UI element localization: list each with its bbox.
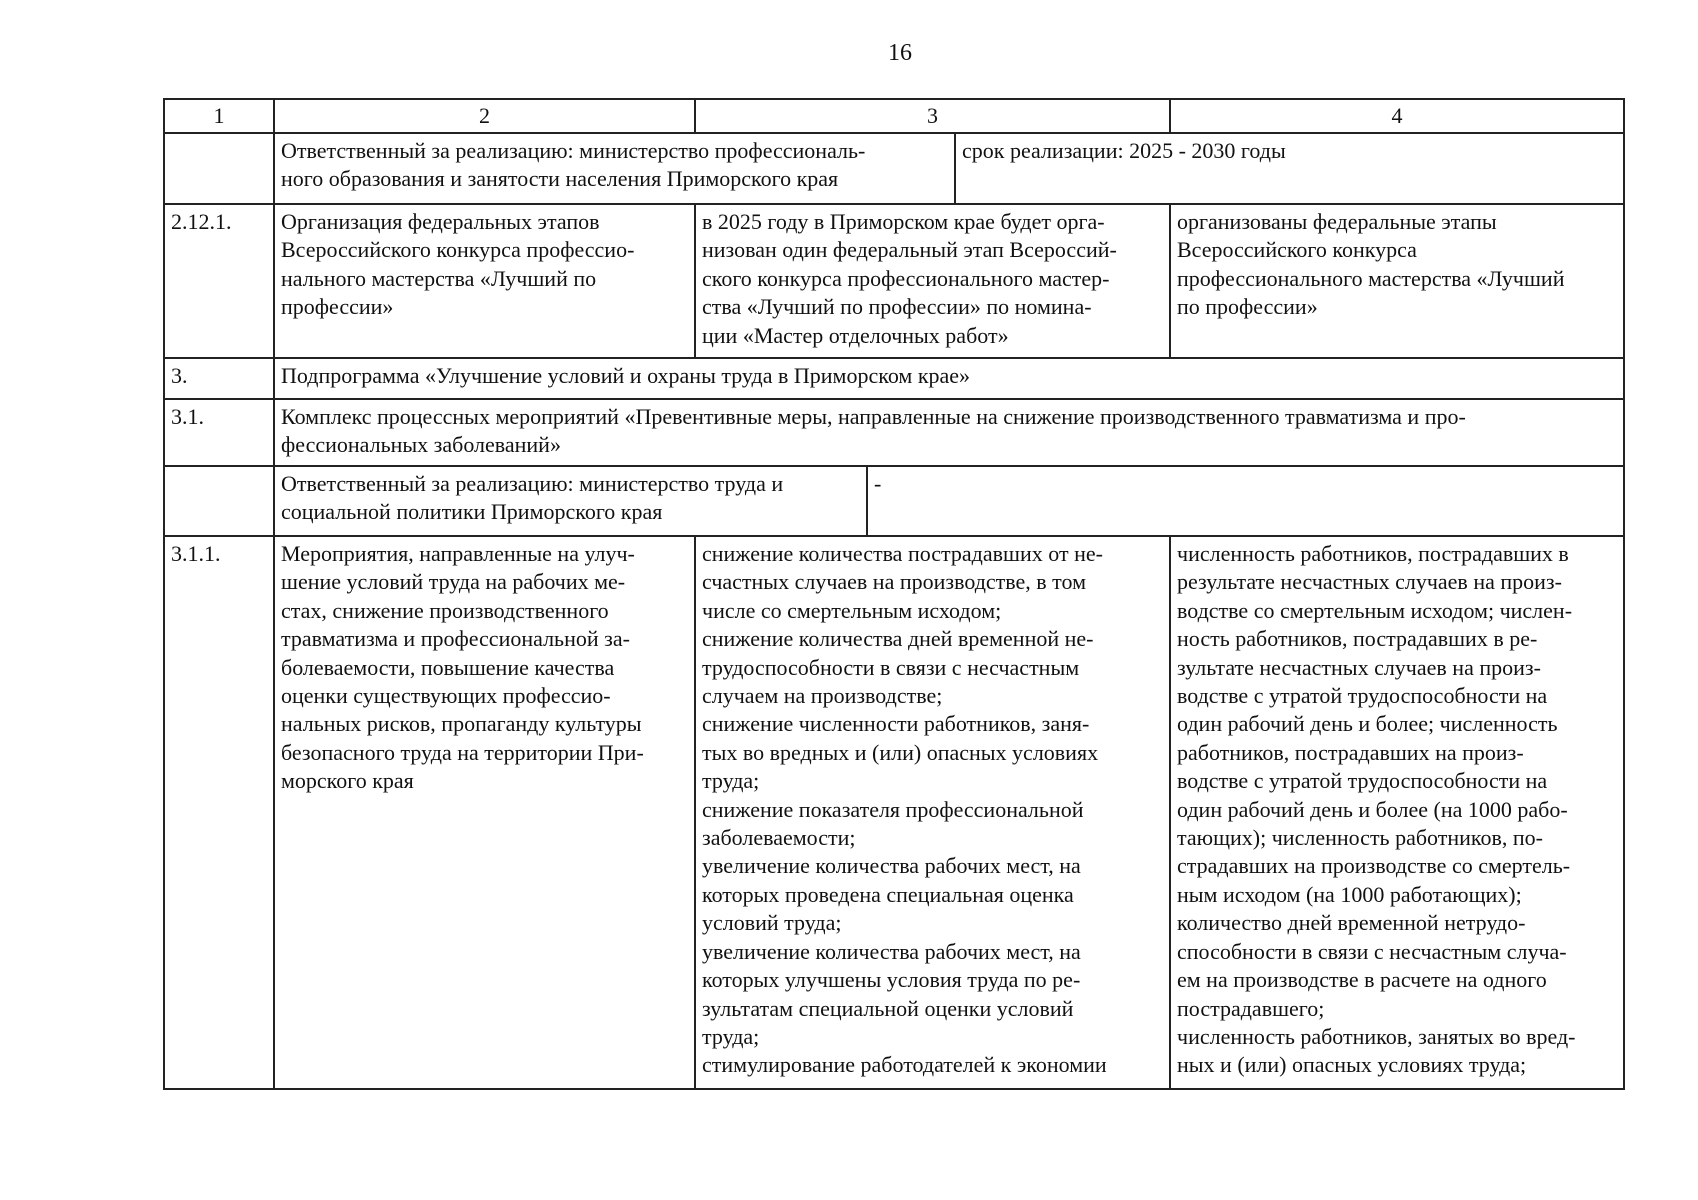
- text-line: один рабочий день и более (на 1000 рабо-: [1177, 796, 1568, 822]
- header-col-1: 1: [164, 99, 274, 133]
- text-line: водстве с утратой трудоспособности на: [1177, 768, 1548, 794]
- table-row-3: [164, 358, 1624, 399]
- text-line: работников, пострадавших на произ-: [1177, 739, 1524, 765]
- text-line: Мероприятия, направленные на улуч-: [281, 541, 635, 566]
- table-row-2-12-1: [164, 204, 1624, 358]
- header-col-4: 4: [1170, 99, 1624, 133]
- responsible-row-2-content: [274, 466, 1624, 536]
- text-line: тающих); численность работников, по-: [1177, 825, 1543, 851]
- text-line: численность работников, занятых во вред-: [1177, 1023, 1576, 1049]
- responsible-row-1: [164, 133, 1624, 204]
- responsible-row-1-num: [164, 133, 274, 204]
- text-line: заболеваемости;: [702, 825, 856, 851]
- text-line: условий труда;: [702, 910, 842, 936]
- text-line: труда;: [702, 768, 760, 794]
- header-col-3: 3: [695, 99, 1170, 133]
- text-line: страдавших на производстве со смертель-: [1177, 853, 1571, 879]
- text-line: один рабочий день и более; численность: [1177, 711, 1558, 737]
- page-number: 16: [888, 40, 912, 66]
- text-line: случаем на производстве;: [702, 683, 943, 709]
- text-line: количество дней временной нетрудо-: [1177, 910, 1526, 936]
- text-line: морского края: [281, 768, 414, 794]
- event-indicator: [1170, 536, 1624, 1089]
- text-line: болеваемости, повышение качества: [281, 654, 615, 680]
- responsible-row-2-num: [164, 466, 274, 536]
- row-number: 2.12.1.: [164, 204, 274, 358]
- text-line: ным исходом (на 1000 работающих);: [1177, 881, 1522, 907]
- text-line: стимулирование работодателей к экономии: [702, 1052, 1107, 1078]
- text-line: счастных случаев на производстве, в том: [702, 569, 1087, 595]
- text-line: снижение количества пострадавших от не-: [702, 541, 1103, 566]
- responsible-row-2: [164, 466, 1624, 536]
- event-name: [274, 536, 695, 1089]
- text-line: зультате несчастных случаев на произ-: [1177, 654, 1541, 680]
- subprogram-title: Подпрограмма «Улучшение условий и охраны труда в Приморском крае»: [274, 358, 1624, 399]
- text-line: снижение количества дней временной не-: [702, 626, 1094, 652]
- deadline-text: срок реализации: 2025 - 2030 годы: [955, 134, 1623, 203]
- text-line: пострадавшего;: [1177, 995, 1325, 1021]
- text-line: безопасного труда на территории При-: [281, 739, 644, 765]
- text-line: результате несчастных случаев на произ-: [1177, 569, 1562, 595]
- text-line: нальных рисков, пропаганду культуры: [281, 711, 642, 737]
- text-line: способности в связи с несчастным случа-: [1177, 938, 1567, 964]
- text-line: тых во вредных и (или) опасных условиях: [702, 739, 1099, 765]
- text-line: трудоспособности в связи с несчастным: [702, 654, 1080, 680]
- event-name: Организация федеральных этапов Всероссийского конкурса профессио- нального мастерства «Лучший по профессии»: [274, 204, 695, 358]
- text-line: увеличение количества рабочих мест, на: [702, 938, 1081, 964]
- program-table: [163, 98, 1625, 1090]
- event-result: [695, 536, 1170, 1089]
- text-line: снижение численности работников, заня-: [702, 711, 1090, 737]
- row-number: 3.1.1.: [164, 536, 274, 1089]
- responsible-text-1: Ответственный за реализацию: министерство профессиональ- ного образования и занятости населения Приморского края: [281, 138, 866, 192]
- responsible-row-1-content: [274, 133, 1624, 204]
- text-line: водстве со смертельным исходом; числен-: [1177, 597, 1573, 623]
- row-number: 3.: [164, 358, 274, 399]
- text-line: травматизма и профессиональной за-: [281, 626, 630, 652]
- text-line: оценки существующих профессио-: [281, 683, 611, 709]
- complex-title: Комплекс процессных мероприятий «Превентивные меры, направленные на снижение производственного травматизма и про- фессиональных заболеваний»: [274, 399, 1624, 466]
- text-line: зультатам специальной оценки условий: [702, 995, 1074, 1021]
- text-line: которых проведена специальная оценка: [702, 881, 1074, 907]
- text-line: ность работников, пострадавших в ре-: [1177, 626, 1538, 652]
- event-indicator: организованы федеральные этапы Всероссийского конкурса профессионального мастерства «Лучший по профессии»: [1170, 204, 1624, 358]
- text-line: водстве с утратой трудоспособности на: [1177, 683, 1548, 709]
- text-line: увеличение количества рабочих мест, на: [702, 853, 1081, 879]
- table-row-3-1: [164, 399, 1624, 466]
- responsible-text-2: Ответственный за реализацию: министерство труда и социальной политики Приморского края: [281, 471, 784, 525]
- text-line: числе со смертельным исходом;: [702, 597, 1002, 623]
- text-line: ных и (или) опасных условиях труда;: [1177, 1052, 1527, 1078]
- text-line: труда;: [702, 1023, 760, 1049]
- header-col-2: 2: [274, 99, 695, 133]
- row-number: 3.1.: [164, 399, 274, 466]
- text-line: которых улучшены условия труда по ре-: [702, 967, 1081, 993]
- text-line: численность работников, пострадавших в: [1177, 541, 1569, 566]
- text-line: снижение показателя профессиональной: [702, 796, 1084, 822]
- table-header-row: [164, 99, 1624, 133]
- text-line: шение условий труда на рабочих ме-: [281, 569, 626, 595]
- text-line: ем на производстве в расчете на одного: [1177, 967, 1547, 993]
- text-line: стах, снижение производственного: [281, 597, 609, 623]
- deadline-text-2: -: [867, 467, 1623, 535]
- event-result: в 2025 году в Приморском крае будет орга- низован один федеральный этап Всероссий- ского конкурса профессионального мастер- ства «Лучший по профессии» по номина- ции «Мастер отделочных работ»: [695, 204, 1170, 358]
- table-row-3-1-1: [164, 536, 1624, 1089]
